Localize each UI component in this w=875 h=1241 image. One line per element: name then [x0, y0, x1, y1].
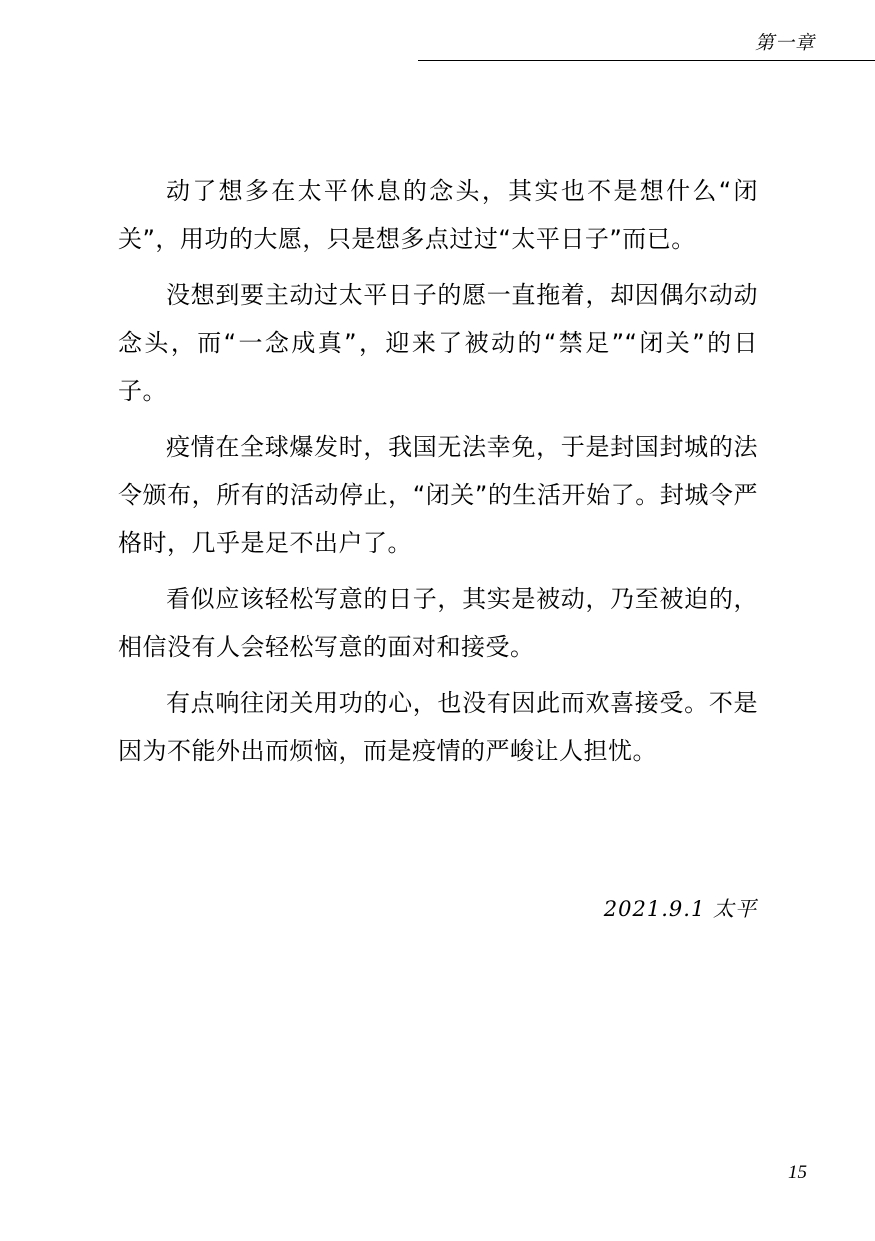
paragraph: 疫情在全球爆发时，我国无法幸免，于是封国封城的法令颁布，所有的活动停止，“闭关”的生活开始了。封城令严格时，几乎是足不出户了。	[118, 433, 758, 557]
signature-date-place: 2021.9.1 太平	[603, 897, 757, 921]
chapter-title: 第一章	[754, 32, 815, 54]
header-rule	[418, 60, 875, 61]
paragraph: 没想到要主动过太平日子的愿一直拖着，却因偶尔动动念头，而“一念成真”，迎来了被动的“禁足”“闭关”的日子。	[118, 281, 758, 405]
paragraph: 有点响往闭关用功的心，也没有因此而欢喜接受。不是因为不能外出而烦恼，而是疫情的严峻让人担忧。	[118, 689, 758, 765]
paragraph: 动了想多在太平休息的念头，其实也不是想什么“闭关”，用功的大愿，只是想多点过过“太平日子”而已。	[118, 177, 758, 253]
paragraph: 看似应该轻松写意的日子，其实是被动，乃至被迫的，相信没有人会轻松写意的面对和接受。	[118, 585, 758, 661]
body-text	[118, 167, 758, 783]
page-number: 15	[788, 1162, 807, 1183]
